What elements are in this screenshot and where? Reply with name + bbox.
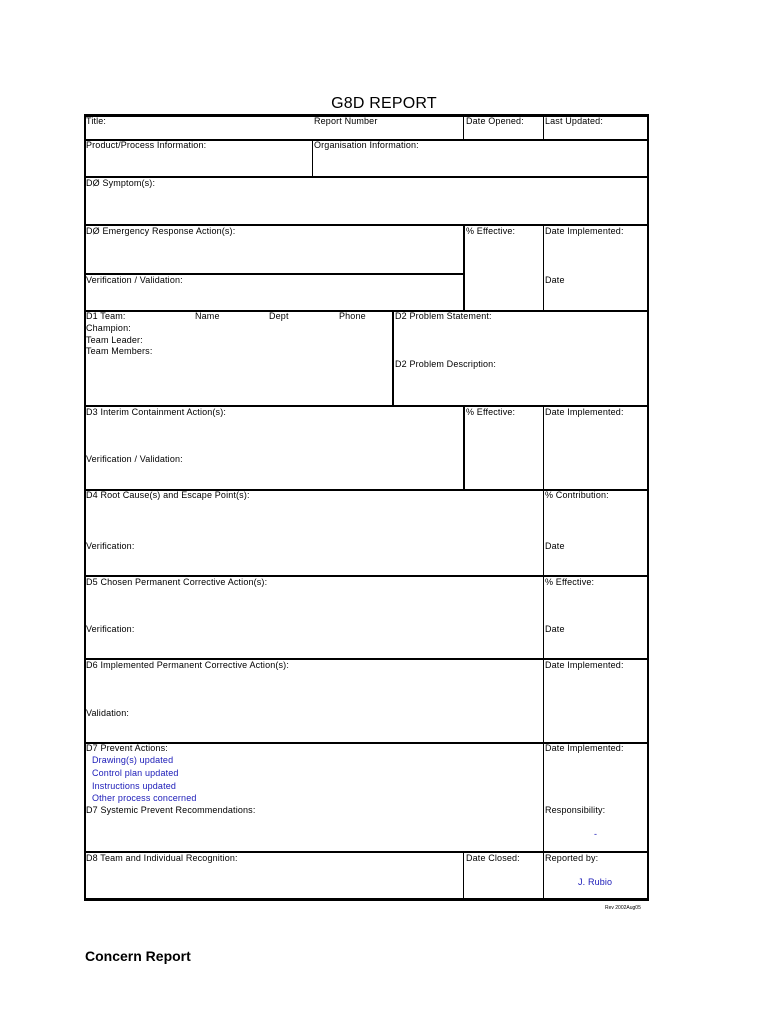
d7-systemic-label: D7 Systemic Prevent Recommendations: — [86, 805, 256, 815]
d5-date-label: Date — [545, 624, 565, 634]
title-label: Title: — [86, 116, 107, 126]
d0-date-implemented-label: Date Implemented: — [545, 226, 624, 236]
revision-note: Rev 2002Aug05 — [605, 905, 641, 911]
report-title: G8D REPORT — [331, 95, 437, 112]
d4-contribution-label: % Contribution: — [545, 490, 609, 500]
d0-date-label: Date — [545, 275, 565, 285]
d3-effective-label: % Effective: — [466, 407, 516, 417]
d7-prevent-item: Drawing(s) updated — [92, 755, 174, 765]
d4-root-cause-label: D4 Root Cause(s) and Escape Point(s): — [86, 490, 250, 500]
d5-verification-label: Verification: — [86, 624, 135, 634]
d5-effective-label: % Effective: — [545, 577, 595, 587]
d8-recognition-label: D8 Team and Individual Recognition: — [86, 853, 238, 863]
d6-implemented-label: D6 Implemented Permanent Corrective Action(s): — [86, 660, 289, 670]
d1-name-column: Name — [195, 311, 220, 321]
d0-effective-label: % Effective: — [466, 226, 516, 236]
concern-report-heading: Concern Report — [85, 948, 191, 964]
d2-statement-label: D2 Problem Statement: — [395, 311, 492, 321]
d3-containment-label: D3 Interim Containment Action(s): — [86, 407, 227, 417]
d8-date-closed-label: Date Closed: — [466, 853, 520, 863]
d6-date-implemented-label: Date Implemented: — [545, 660, 624, 670]
d7-responsibility-value: - — [594, 829, 598, 839]
d1-team-label: D1 Team: — [86, 311, 126, 321]
d6-validation-label: Validation: — [86, 708, 130, 718]
last-updated-label: Last Updated: — [545, 116, 603, 126]
organisation-label: Organisation Information: — [314, 140, 419, 150]
d7-prevent-label: D7 Prevent Actions: — [86, 743, 168, 753]
d1-team-leader-label: Team Leader: — [86, 335, 143, 345]
d3-verification-label: Verification / Validation: — [86, 454, 183, 464]
d7-prevent-item: Other process concerned — [92, 793, 197, 803]
d1-phone-column: Phone — [339, 311, 366, 321]
d1-dept-column: Dept — [269, 311, 289, 321]
d1-team-members-label: Team Members: — [86, 346, 153, 356]
d0-emergency-label: DØ Emergency Response Action(s): — [86, 226, 236, 236]
d8-reported-by-value: J. Rubio — [578, 877, 613, 887]
d3-date-implemented-label: Date Implemented: — [545, 407, 624, 417]
d7-prevent-item: Instructions updated — [92, 781, 177, 791]
report-number-label: Report Number — [314, 116, 378, 126]
d0-symptoms-label: DØ Symptom(s): — [86, 178, 156, 188]
d5-chosen-label: D5 Chosen Permanent Corrective Action(s): — [86, 577, 268, 587]
d7-prevent-item: Control plan updated — [92, 768, 179, 778]
d2-description-label: D2 Problem Description: — [395, 359, 496, 369]
d4-date-label: Date — [545, 541, 565, 551]
d7-date-implemented-label: Date Implemented: — [545, 743, 624, 753]
d0-verification-label: Verification / Validation: — [86, 275, 183, 285]
d1-champion-label: Champion: — [86, 323, 131, 333]
d4-verification-label: Verification: — [86, 541, 135, 551]
d7-responsibility-label: Responsibility: — [545, 805, 606, 815]
date-opened-label: Date Opened: — [466, 116, 524, 126]
product-process-label: Product/Process Information: — [86, 140, 207, 150]
d8-reported-by-label: Reported by: — [545, 853, 599, 863]
